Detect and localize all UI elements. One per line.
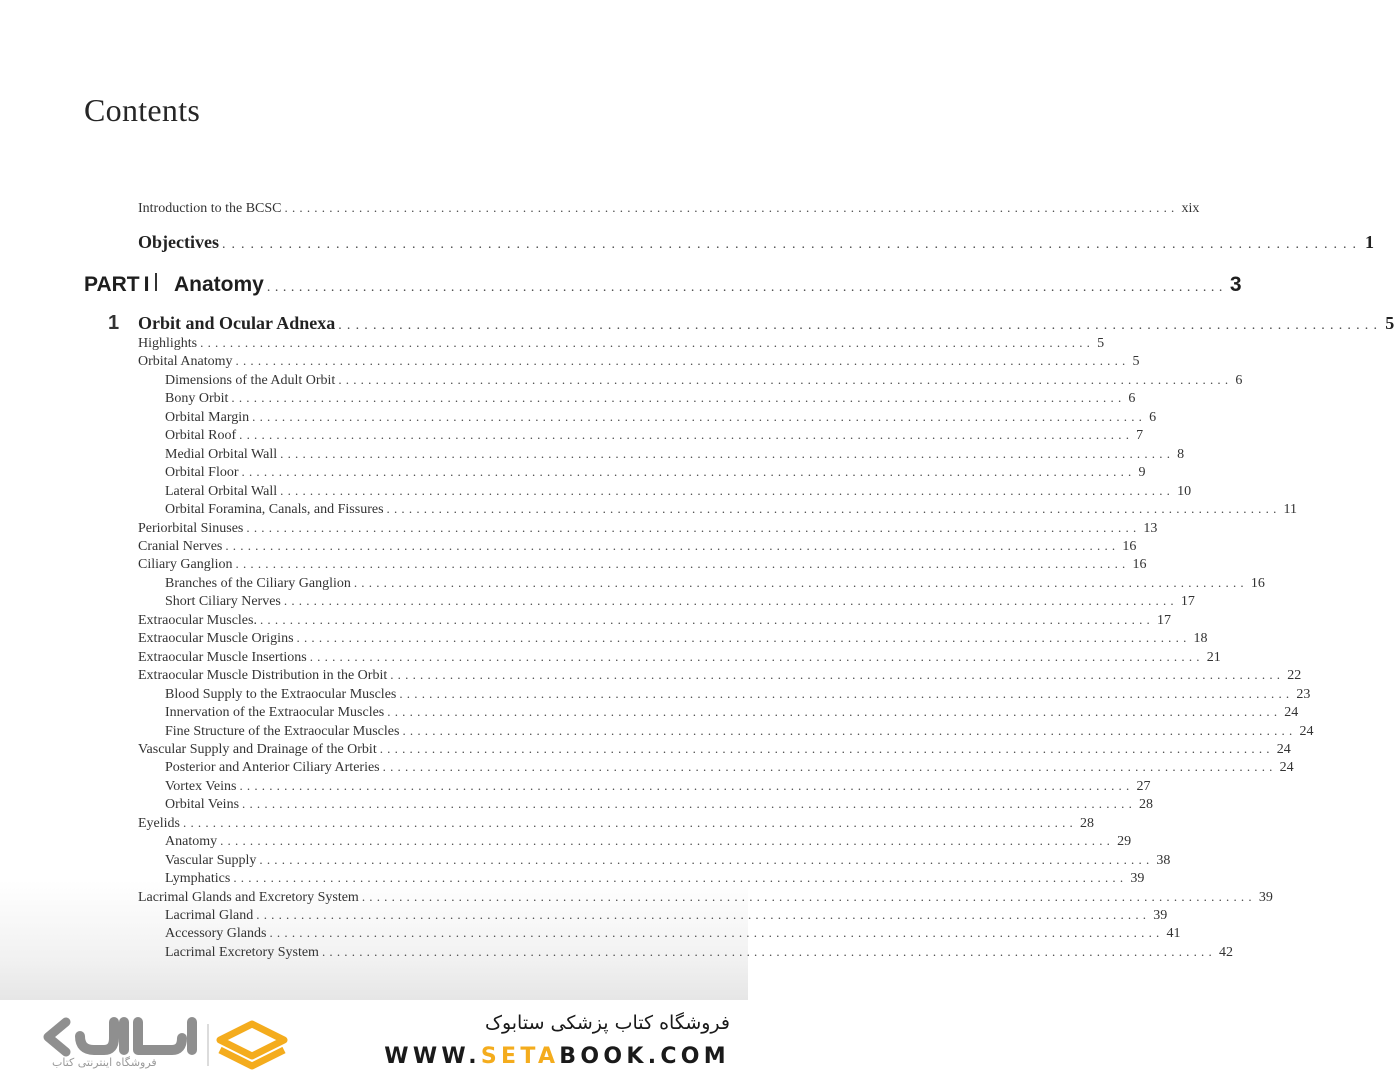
dot-leader: ........................................................................................................................: [402, 722, 1297, 738]
store-url-prefix: WWW.: [384, 1044, 481, 1069]
logo-chevron-icon: [48, 1022, 66, 1052]
dot-leader: ........................................................................................................................: [235, 556, 1130, 572]
toc-entry-label: Medial Orbital Wall: [165, 446, 278, 462]
toc-entry-page: 10: [1177, 483, 1192, 499]
part-numeral: I: [143, 273, 150, 296]
store-url[interactable]: [384, 1044, 730, 1069]
toc-part-page: 3: [1229, 273, 1242, 296]
dot-leader: ........................................................................................................................: [309, 648, 1204, 664]
toc-entry-row[interactable]: [138, 335, 1105, 352]
toc-intro-row[interactable]: [138, 200, 1200, 217]
toc-entry-label: Lacrimal Gland: [165, 907, 254, 923]
toc-entry-page: 41: [1166, 926, 1181, 942]
dot-leader: ........................................................................................................................: [338, 371, 1233, 387]
toc-entry-page: 6: [1235, 372, 1243, 388]
toc-entry-label: Lateral Orbital Wall: [165, 483, 278, 499]
chapter-number: 1: [108, 312, 120, 334]
toc-entry-page: 24: [1279, 760, 1294, 776]
toc-entry-row[interactable]: [165, 722, 1314, 740]
toc-entry-row[interactable]: [138, 648, 1221, 666]
toc-entry-page: 16: [1132, 557, 1147, 573]
toc-objectives-page: 1: [1364, 232, 1374, 252]
dot-leader: ........................................................................................................................: [266, 280, 1227, 295]
toc-entry-label: Periorbital Sinuses: [138, 520, 244, 536]
toc-entry-label: Orbital Anatomy: [138, 354, 233, 370]
dot-leader: ........................................................................................................................: [259, 611, 1154, 627]
part-marker: [84, 273, 157, 297]
toc-entry-row[interactable]: [165, 759, 1294, 776]
toc-entry-label: Lacrimal Excretory System: [165, 944, 319, 960]
store-url-accent: SETA: [480, 1044, 560, 1069]
store-url-suffix: BOOK.COM: [559, 1044, 730, 1069]
dot-leader: ........................................................................................................................: [252, 408, 1147, 424]
toc-entry-row[interactable]: [138, 740, 1291, 758]
toc-entry-page: 24: [1284, 705, 1299, 720]
toc-entry-page: 6: [1149, 409, 1157, 425]
dot-leader: ........................................................................................................................: [390, 667, 1285, 683]
toc-entry-label: Vascular Supply and Drainage of the Orbit: [138, 741, 377, 757]
store-name-fa: فروشگاه کتاب پزشکی ستابوک: [484, 1012, 730, 1034]
dot-leader: ........................................................................................................................: [338, 318, 1383, 333]
dot-leader: ........................................................................................................................: [241, 464, 1136, 480]
dot-leader: ........................................................................................................................: [280, 482, 1175, 498]
dot-leader: ........................................................................................................................: [200, 335, 1095, 350]
dot-leader: ........................................................................................................................: [183, 814, 1077, 830]
toc-entry-row[interactable]: [165, 408, 1157, 426]
toc-entry-row[interactable]: [165, 593, 1195, 610]
part-prefix-label: PART: [84, 273, 140, 296]
toc-entry-label: Orbital Floor: [165, 465, 239, 481]
toc-entry-label: Vortex Veins: [165, 778, 237, 794]
toc-entry-label: Dimensions of the Adult Orbit: [165, 372, 336, 388]
logo-book-icon: [220, 1024, 284, 1066]
toc-entry-row[interactable]: [165, 445, 1185, 463]
toc-entry-label: Short Ciliary Nerves: [165, 594, 281, 610]
toc-entry-label: Eyelids: [138, 815, 180, 831]
dot-leader: ........................................................................................................................: [387, 704, 1282, 719]
toc-entry-row[interactable]: [138, 888, 1273, 906]
toc-entry-page: 24: [1299, 723, 1314, 739]
toc-entry-label: Extraocular Muscle Insertions: [138, 649, 307, 665]
dot-leader: ........................................................................................................................: [233, 870, 1128, 885]
dot-leader: ........................................................................................................................: [284, 200, 1179, 215]
toc-entry-page: 29: [1117, 834, 1132, 850]
logo-subtitle: فروشگاه اینترنتی کتاب: [52, 1056, 157, 1069]
part-divider: [155, 273, 157, 291]
dot-leader: ........................................................................................................................: [353, 574, 1248, 590]
dot-leader: ........................................................................................................................: [283, 593, 1178, 609]
toc-entry-row[interactable]: [165, 704, 1299, 721]
dot-leader: ........................................................................................................................: [231, 390, 1126, 406]
dot-leader: ........................................................................................................................: [399, 685, 1294, 701]
toc-entry-page: 16: [1122, 539, 1137, 554]
toc-entry-page: 8: [1177, 446, 1185, 462]
toc-entry-label: Posterior and Anterior Ciliary Arteries: [165, 760, 380, 776]
toc-entry-row[interactable]: [138, 667, 1302, 684]
toc-entry-label: Ciliary Ganglion: [138, 557, 233, 573]
toc-entry-row[interactable]: [165, 685, 1311, 703]
toc-entry-page: 28: [1139, 797, 1154, 813]
toc-entry-page: 23: [1296, 686, 1311, 702]
dot-leader: ........................................................................................................................: [235, 353, 1130, 369]
toc-entry-row[interactable]: [165, 390, 1136, 407]
toc-chapter-row[interactable]: [138, 313, 1394, 334]
toc-entry-label: Orbital Veins: [165, 797, 240, 813]
toc-intro-label: Introduction to the BCSC: [138, 201, 282, 216]
toc-entry-page: 38: [1156, 852, 1171, 868]
toc-entry-label: Extraocular Muscle Distribution in the Orbit: [138, 668, 388, 684]
dot-leader: ........................................................................................................................: [225, 538, 1120, 553]
toc-entry-row[interactable]: [165, 482, 1192, 500]
toc-part-label: Anatomy: [174, 273, 264, 296]
toc-entry-label: Orbital Roof: [165, 428, 237, 444]
toc-entry-row[interactable]: [165, 501, 1298, 518]
toc-entry-row[interactable]: [165, 833, 1132, 850]
logo-wordmark-shape: [80, 1022, 192, 1050]
dot-leader: ........................................................................................................................: [242, 796, 1137, 812]
dot-leader: ........................................................................................................................: [256, 906, 1151, 922]
toc-entry-label: Blood Supply to the Extraocular Muscles: [165, 686, 397, 702]
toc-entry-label: Anatomy: [165, 834, 218, 850]
toc-entry-row[interactable]: [138, 630, 1208, 647]
dot-leader: ........................................................................................................................: [269, 925, 1164, 941]
toc-entry-page: 5: [1097, 336, 1105, 351]
toc-entry-label: Extraocular Muscles.: [138, 612, 257, 628]
toc-entry-label: Cranial Nerves: [138, 539, 223, 554]
toc-entry-page: 17: [1156, 612, 1171, 628]
toc-chapter-page: 5: [1385, 313, 1394, 333]
toc-entry-page: 22: [1287, 668, 1302, 684]
toc-entry-label: Fine Structure of the Extraocular Muscles: [165, 723, 400, 739]
toc-entry-row[interactable]: [165, 925, 1181, 942]
dot-leader: ........................................................................................................................: [280, 445, 1175, 461]
toc-entry-page: 27: [1136, 778, 1151, 794]
toc-entry-row[interactable]: [165, 943, 1233, 961]
toc-chapter-label: Orbit and Ocular Adnexa: [138, 313, 336, 333]
toc-entry-row[interactable]: [138, 556, 1147, 573]
dot-leader: ........................................................................................................................: [379, 740, 1274, 756]
toc-entry-label: Lacrimal Glands and Excretory System: [138, 889, 359, 905]
toc-entry-page: 7: [1136, 428, 1144, 444]
dot-leader: ........................................................................................................................: [382, 759, 1277, 775]
dot-leader: ........................................................................................................................: [221, 237, 1362, 252]
toc-entry-page: 18: [1193, 631, 1208, 647]
toc-entry-row[interactable]: [165, 371, 1243, 389]
toc-entry-label: Innervation of the Extraocular Muscles: [165, 705, 385, 720]
toc-entry-page: 16: [1250, 575, 1265, 591]
toc-entry-row[interactable]: [165, 906, 1168, 924]
toc-entry-page: 24: [1276, 741, 1291, 757]
dot-leader: ........................................................................................................................: [361, 888, 1256, 904]
toc-entry-row[interactable]: [165, 851, 1171, 869]
toc-entry-row[interactable]: [165, 464, 1146, 481]
toc-entry-row[interactable]: [165, 574, 1265, 592]
toc-part-row[interactable]: [174, 273, 1242, 297]
toc-entry-page: 6: [1128, 391, 1136, 407]
dot-leader: ........................................................................................................................: [386, 501, 1281, 516]
toc-objectives-label: Objectives: [138, 232, 219, 252]
toc-entry-page: 39: [1258, 889, 1273, 905]
toc-entry-label: Orbital Margin: [165, 409, 250, 425]
toc-entry-page: 9: [1138, 465, 1146, 481]
toc-entry-label: Highlights: [138, 336, 198, 351]
toc-entry-page: 5: [1132, 354, 1140, 370]
toc-entry-page: 39: [1153, 907, 1168, 923]
toc-entry-row[interactable]: [138, 519, 1158, 537]
toc-entry-page: 11: [1283, 502, 1298, 517]
toc-entry-page: 17: [1180, 594, 1195, 610]
page-title: Contents: [84, 92, 201, 128]
dot-leader: ........................................................................................................................: [220, 833, 1115, 849]
toc-entry-page: 42: [1218, 944, 1233, 960]
toc-entry-label: Extraocular Muscle Origins: [138, 631, 294, 647]
toc-entry-row[interactable]: [165, 870, 1145, 887]
toc-entry-row[interactable]: [165, 796, 1154, 813]
dot-leader: ........................................................................................................................: [239, 777, 1134, 793]
dot-leader: ........................................................................................................................: [321, 943, 1216, 959]
toc-intro-page: xix: [1181, 201, 1200, 216]
toc-entry-label: Vascular Supply: [165, 852, 257, 868]
toc-objectives-row[interactable]: [138, 232, 1374, 253]
toc-entry-row[interactable]: [138, 353, 1140, 370]
dot-leader: ........................................................................................................................: [239, 427, 1134, 443]
toc-entry-row[interactable]: [138, 611, 1171, 629]
dot-leader: ........................................................................................................................: [259, 851, 1154, 867]
toc-entry-page: 39: [1130, 871, 1145, 886]
toc-entry-row[interactable]: [165, 777, 1151, 795]
dot-leader: ........................................................................................................................: [296, 630, 1191, 646]
toc-entry-row[interactable]: [138, 814, 1094, 832]
toc-entry-row[interactable]: [165, 427, 1144, 444]
store-footer: [0, 1000, 748, 1080]
toc-entry-label: Branches of the Ciliary Ganglion: [165, 575, 351, 591]
toc-entry-page: 13: [1143, 520, 1158, 536]
toc-entry-label: Lymphatics: [165, 871, 231, 886]
toc-entry-label: Accessory Glands: [165, 926, 267, 942]
toc-entry-label: Orbital Foramina, Canals, and Fissures: [165, 502, 384, 517]
toc-entry-row[interactable]: [138, 538, 1137, 555]
dot-leader: ........................................................................................................................: [246, 519, 1141, 535]
toc-entry-page: 28: [1080, 815, 1094, 831]
toc-entry-page: 21: [1206, 649, 1221, 665]
toc-entry-label: Bony Orbit: [165, 391, 229, 407]
